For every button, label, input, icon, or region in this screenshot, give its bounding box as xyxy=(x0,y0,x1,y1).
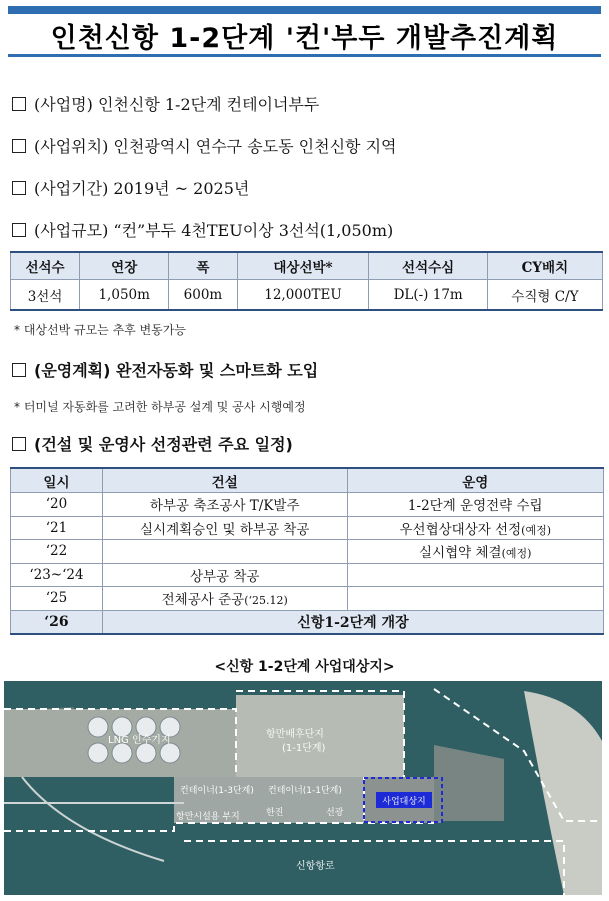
spec-cell: DL(-) 17m xyxy=(369,280,487,311)
schedule-build xyxy=(102,540,347,564)
schedule-date: ‘25 xyxy=(11,587,103,611)
title-block xyxy=(8,6,601,58)
checkbox-icon xyxy=(12,139,26,153)
title-top-bar xyxy=(8,6,601,14)
spec-cell: 600m xyxy=(169,280,237,311)
schedule-header-op: 운영 xyxy=(347,468,604,493)
page-title: 인천신항 1-2단계 '컨'부두 개발추진계획 xyxy=(50,23,559,54)
schedule-build: 실시계획승인 및 하부공 착공 xyxy=(102,516,347,540)
schedule-op xyxy=(347,587,604,611)
checkbox-icon xyxy=(12,363,26,377)
label-hinterland: 항만배후단지 xyxy=(266,729,324,740)
schedule-date: ‘23~‘24 xyxy=(11,563,103,587)
schedule-row xyxy=(11,540,604,564)
map-caption: <신항 1-2단계 사업대상지> xyxy=(214,659,395,675)
schedule-op: 실시협약 체결(예정) xyxy=(347,540,604,564)
item-project-period: (사업기간) 2019년 ~ 2025년 xyxy=(12,176,249,199)
spec-table xyxy=(10,251,603,311)
item-project-scale: (사업규모) “컨”부두 4천TEU이상 3선석(1,050m) xyxy=(12,218,393,241)
schedule-opening: 신항1-2단계 개장 xyxy=(102,610,603,634)
item-operation-plan: (운영계획) 완전자동화 및 스마트화 도입 xyxy=(12,358,318,381)
schedule-row xyxy=(11,587,604,611)
label-sungwang: 선광 xyxy=(326,808,344,818)
spec-header: 폭 xyxy=(169,252,237,280)
schedule-date: ‘22 xyxy=(11,540,103,564)
schedule-op: 1-2단계 운영전략 수립 xyxy=(347,493,604,517)
label-container-11: 컨테이너(1-1단계) xyxy=(268,786,342,796)
checkbox-icon xyxy=(12,181,26,195)
schedule-op: 우선협상대상자 선정(예정) xyxy=(347,516,604,540)
spec-header: CY배치 xyxy=(487,252,602,280)
site-map xyxy=(4,681,602,895)
schedule-build: 전체공사 준공(‘25.12) xyxy=(102,587,347,611)
label-hanjin: 한진 xyxy=(266,808,284,818)
note-automation: * 터미널 자동화를 고려한 하부공 설계 및 공사 시행예정 xyxy=(14,400,306,414)
schedule-header-build: 건설 xyxy=(102,468,347,493)
schedule-row xyxy=(11,493,604,517)
schedule-date: ‘20 xyxy=(11,493,103,517)
label-support: 항만시설용 부지 xyxy=(176,812,240,822)
item-project-name: (사업명) 인천신항 1-2단계 컨테이너부두 xyxy=(12,92,319,115)
schedule-date: ‘21 xyxy=(11,516,103,540)
schedule-table xyxy=(10,467,604,635)
checkbox-icon xyxy=(12,437,26,451)
label-hinterland-sub: (1-1단계) xyxy=(282,743,326,754)
checkbox-icon xyxy=(12,223,26,237)
schedule-row xyxy=(11,516,604,540)
label-target: 사업대상지 xyxy=(382,797,426,807)
label-container-13: 컨테이너(1-3단계) xyxy=(180,786,254,796)
checkbox-icon xyxy=(12,97,26,111)
spec-header: 선석수심 xyxy=(369,252,487,280)
schedule-build: 하부공 축조공사 T/K발주 xyxy=(102,493,347,517)
spec-header: 연장 xyxy=(80,252,169,280)
schedule-build: 상부공 착공 xyxy=(102,563,347,587)
label-lng: LNG 인수기지 xyxy=(108,735,171,746)
schedule-op xyxy=(347,563,604,587)
spec-header: 대상선박* xyxy=(237,252,369,280)
note-ship-size: * 대상선박 규모는 추후 변동가능 xyxy=(14,323,186,337)
spec-cell: 3선석 xyxy=(11,280,80,311)
spec-header: 선석수 xyxy=(11,252,80,280)
schedule-header-date: 일시 xyxy=(11,468,103,493)
spec-cell: 1,050m xyxy=(80,280,169,311)
schedule-date: ‘26 xyxy=(11,610,103,634)
schedule-row xyxy=(11,563,604,587)
schedule-heading: (건설 및 운영사 선정관련 주요 일정) xyxy=(12,432,293,455)
title-underline xyxy=(8,54,601,57)
schedule-row-opening xyxy=(11,610,604,634)
spec-cell: 12,000TEU xyxy=(237,280,369,311)
spec-cell: 수직형 C/Y xyxy=(487,280,602,311)
label-channel: 신항항로 xyxy=(296,861,335,872)
item-project-location: (사업위치) 인천광역시 연수구 송도동 인천신항 지역 xyxy=(12,134,397,157)
